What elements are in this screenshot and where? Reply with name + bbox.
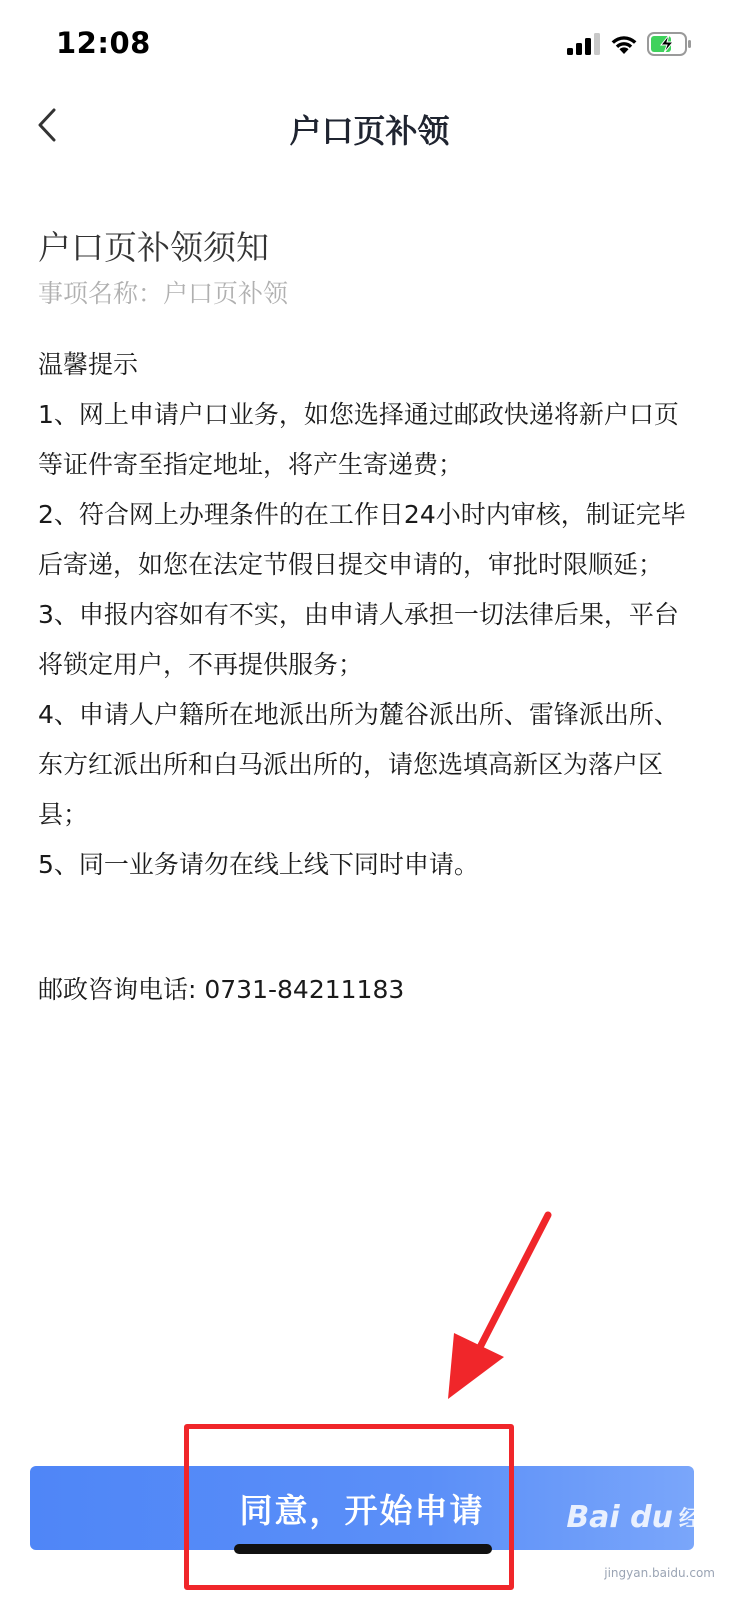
status-bar <box>0 0 739 92</box>
item-name: 事项名称：户口页补领 <box>38 279 289 308</box>
tip-item: 1、网上申请户口业务，如您选择通过邮政快递将新户口页等证件寄至指定地址，将产生寄递费； <box>38 400 679 479</box>
annotation-highlight-box <box>184 1424 514 1590</box>
watermark-text: 经验 <box>678 1507 723 1532</box>
status-time: 12:08 <box>56 26 151 60</box>
nav-bar <box>0 92 739 166</box>
notice-title: 户口页补领须知 <box>38 228 269 267</box>
agree-start-application-button[interactable]: 同意，开始申请 <box>30 1466 694 1550</box>
baidu-jingyan-watermark <box>566 1500 723 1535</box>
tips-heading: 温馨提示 <box>38 350 139 379</box>
tips-section <box>38 340 700 890</box>
annotation-arrow <box>430 1205 560 1409</box>
watermark-url: jingyan.baidu.com <box>604 1566 715 1580</box>
status-icons <box>567 32 693 60</box>
watermark-logo: Bai du <box>566 1500 673 1535</box>
tip-item: 4、申请人户籍所在地派出所为麓谷派出所、雷锋派出所、东方红派出所和白马派出所的，请您选填高新区为落户区县； <box>38 700 679 829</box>
tip-item: 2、符合网上办理条件的在工作日24小时内审核，制证完毕后寄递，如您在法定节假日提交申请的，审批时限顺延； <box>38 500 686 579</box>
wifi-icon <box>609 33 639 59</box>
postal-hotline: 邮政咨询电话: 0731-84211183 <box>38 975 405 1004</box>
page-title: 户口页补领 <box>289 112 450 150</box>
cellular-signal-icon <box>567 33 601 59</box>
home-indicator <box>234 1544 492 1554</box>
tip-item: 5、同一业务请勿在线上线下同时申请。 <box>38 850 479 879</box>
tip-item: 3、申报内容如有不实，由申请人承担一切法律后果，平台将锁定用户，不再提供服务； <box>38 600 679 679</box>
battery-charging-icon <box>647 32 693 60</box>
